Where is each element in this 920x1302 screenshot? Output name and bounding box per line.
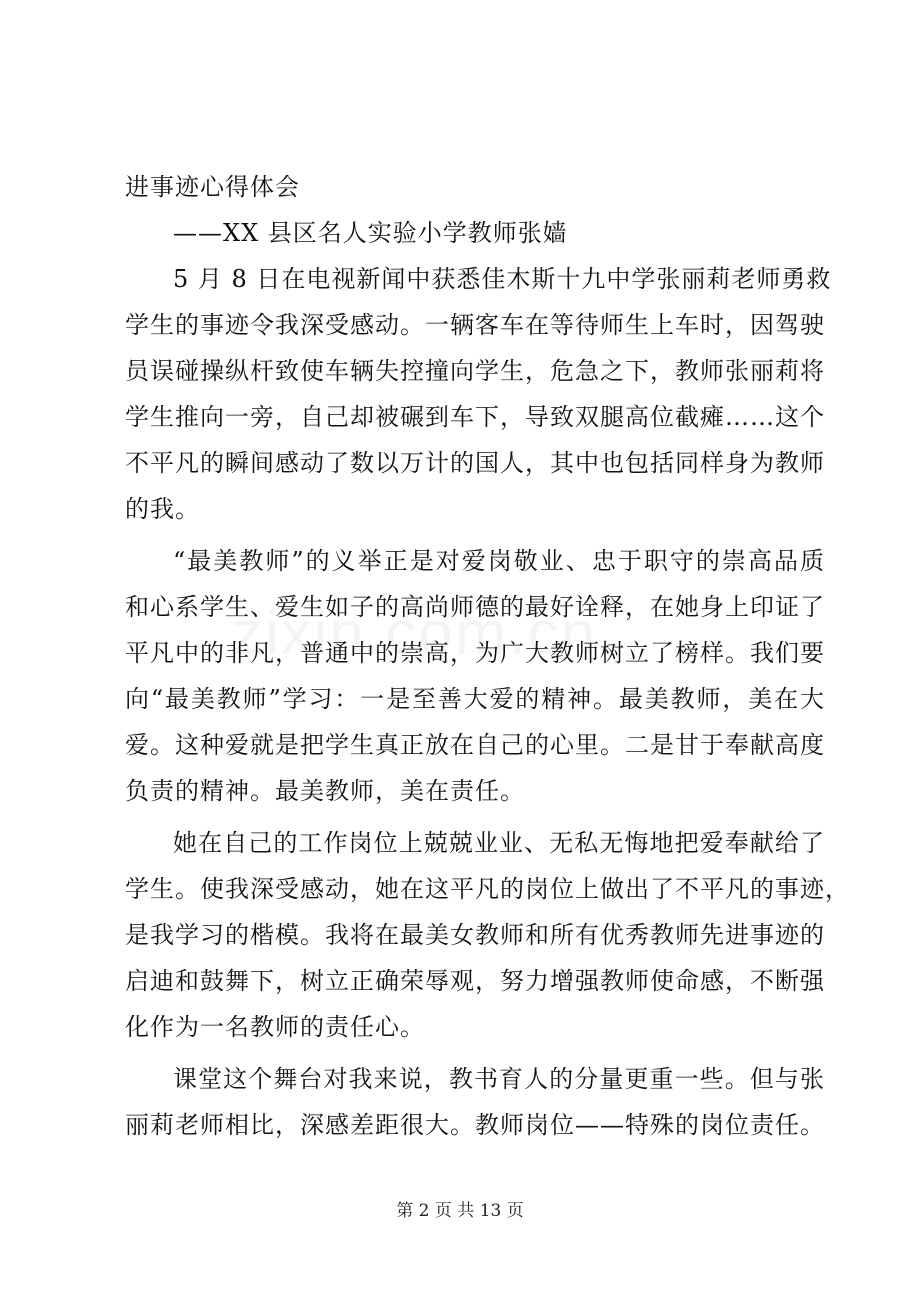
paragraph-3-line-4: 启迪和鼓舞下，树立正确荣辱观，努力增强教师使命感，不断强 — [125, 967, 825, 995]
page-footer: 第 2 页 共 13 页 — [396, 1201, 524, 1221]
paragraph-3-line-1: 她在自己的工作岗位上兢兢业业、无私无悔地把爱奉献给了 — [173, 829, 825, 857]
paragraph-1-line-6: 的我。 — [125, 495, 200, 523]
document-byline: ——XX 县区名人实验小学教师张嫱 — [173, 219, 568, 247]
paragraph-3-line-3: 是我学习的楷模。我将在最美女教师和所有优秀教师先进事迹的 — [125, 921, 825, 949]
paragraph-1-line-4: 学生推向一旁，自己却被碾到车下，导致双腿高位截瘫……这个 — [125, 403, 825, 431]
paragraph-3-line-5: 化作为一名教师的责任心。 — [125, 1013, 425, 1041]
paragraph-3-line-2: 学生。使我深受感动，她在这平凡的岗位上做出了不平凡的事迹， — [125, 875, 850, 903]
paragraph-4-line-2: 丽莉老师相比，深感差距很大。教师岗位——特殊的岗位责任。 — [125, 1111, 825, 1139]
paragraph-2-line-4: 向“最美教师”学习：一是至善大爱的精神。最美教师，美在大 — [125, 685, 825, 713]
document-title: 进事迹心得体会 — [125, 173, 300, 201]
paragraph-2-line-1: “最美教师”的义举正是对爱岗敬业、忠于职守的崇高品质 — [173, 547, 825, 575]
paragraph-2-line-3: 平凡中的非凡，普通中的崇高，为广大教师树立了榜样。我们要 — [125, 639, 825, 667]
paragraph-1-line-3: 员误碰操纵杆致使车辆失控撞向学生，危急之下，教师张丽莉将 — [125, 357, 825, 385]
paragraph-1-line-2: 学生的事迹令我深受感动。一辆客车在等待师生上车时，因驾驶 — [125, 311, 825, 339]
paragraph-2-line-6: 负责的精神。最美教师，美在责任。 — [125, 777, 525, 805]
paragraph-2-line-5: 爱。这种爱就是把学生真正放在自己的心里。二是甘于奉献高度 — [125, 731, 825, 759]
paragraph-1-line-1: 5 月 8 日在电视新闻中获悉佳木斯十九中学张丽莉老师勇救 — [173, 265, 832, 293]
paragraph-2-line-2: 和心系学生、爱生如子的高尚师德的最好诠释，在她身上印证了 — [125, 593, 825, 621]
paragraph-4-line-1: 课堂这个舞台对我来说，教书育人的分量更重一些。但与张 — [173, 1065, 825, 1093]
paragraph-1-line-5: 不平凡的瞬间感动了数以万计的国人，其中也包括同样身为教师 — [125, 449, 825, 477]
